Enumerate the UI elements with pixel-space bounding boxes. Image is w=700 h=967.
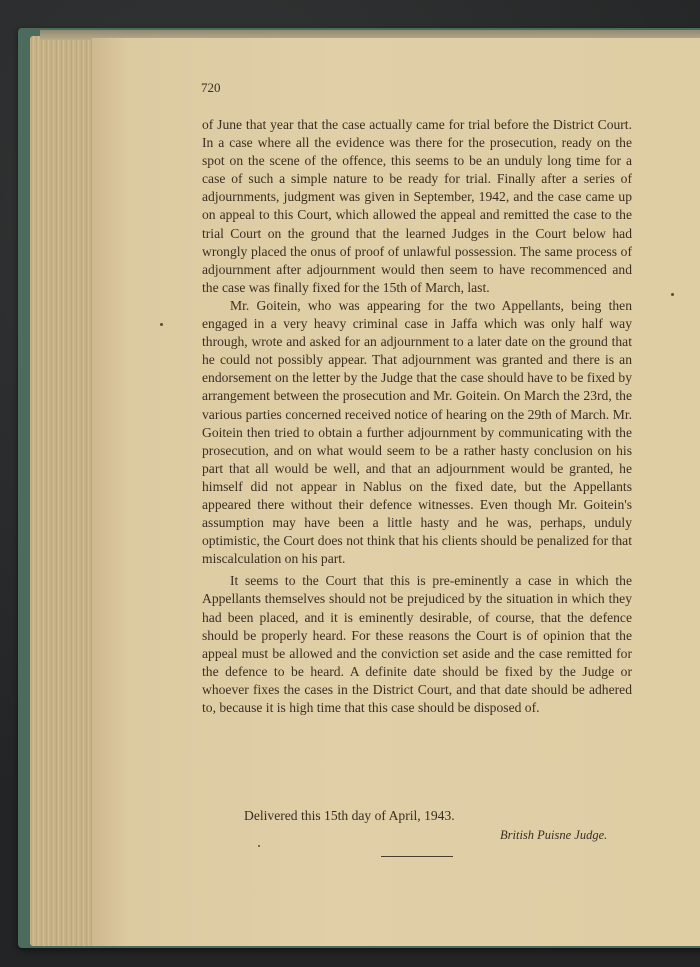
paragraph-goitein: Mr. Goitein, who was appearing for the two Appellants, being then engaged in a very heavy criminal case in Jaffa which was only half way through, wrote and asked for an adjournment to a later date on the ground that he could not possibly appear. That adjournment was granted and there is an endorsement on the letter by the Judge that the case should have to be fixed by arrangement between the prosecution and Mr. Goitein. On March the 23rd, the various parties concerned received notice of hearing on the 29th of March. Mr. Goitein then tried to obtain a further adjournment by communicating with the prosecution, and on what would seem to be a rather hasty conclusion on his part that all would be well, and that an adjournment would be granted, he himself did not appear in Nablus on the fixed date, but the Appellants appeared there without their defence witnesses. Even though Mr. Goitein's assumption may have been a little hasty and he was, perhaps, unduly optimistic, the Court does not think that his clients should be penalized for that miscalculation on his part. <box>202 297 632 567</box>
page-speck <box>160 323 163 326</box>
delivered-line: Delivered this 15th day of April, 1943. <box>244 808 455 823</box>
paragraph-conclusion: It seems to the Court that this is pre-eminently a case in which the Appellants themselves should not be prejudiced by the situation in which they had been placed, and it is eminently desirable, of course, that the defence should be properly heard. For these reasons the Court is of opinion that the appeal must be allowed and the conviction set aside and the case remitted for the defence to be heard. A definite date should be fixed by the Judge or whoever fixes the cases in the District Court, and that date should be adhered to, because it is high time that this case should be disposed of. <box>202 573 632 715</box>
judge-signature: British Puisne Judge. <box>500 828 608 842</box>
closing-rule <box>381 856 453 857</box>
page-edges <box>30 36 100 946</box>
page-speck <box>258 845 260 847</box>
page-number: 720 <box>201 80 221 95</box>
body-text <box>202 116 632 717</box>
page-speck <box>671 293 674 296</box>
paragraph-continued: of June that year that the case actually came for trial before the District Court. In a case where all the evidence was there for the prosecution, ready on the spot on the scene of the offence, this seems to be an unduly long time for a case of such a simple nature to be ready for trial. Finally after a series of adjournments, judgment was given in September, 1942, and the case came up on appeal to this Court, which allowed the appeal and remitted the case to the trial Court on the ground that the learned Judges in the Court below had wrongly placed the onus of proof of unlawful possession. The same process of adjournment after adjournment would then seem to have recommenced and the case was finally fixed for the 15th of March, last. <box>202 117 632 295</box>
